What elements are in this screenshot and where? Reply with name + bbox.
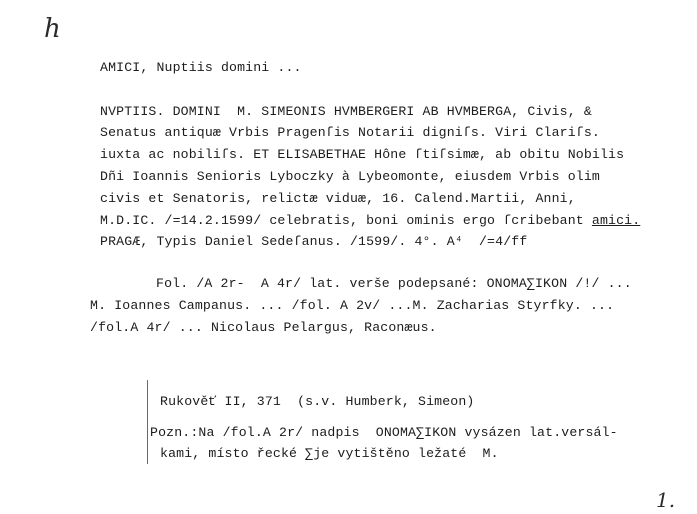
page-number: 1.	[656, 488, 676, 512]
margin-bracket-bottom	[147, 424, 148, 464]
fol-line-2: M. Ioannes Campanus. ... /fol. A 2v/ ...M. Zacharias Styrfky. ...	[90, 298, 615, 313]
body-line-5: civis et Senatoris, relictæ viduæ, 16. Calend.Martii, Anni,	[100, 191, 576, 206]
margin-bracket-top	[147, 380, 148, 424]
corner-handwritten-mark: h	[44, 14, 61, 44]
note-line-1: Pozn.:Na /fol.A 2r/ nadpis ONOMA∑IKON vysázen lat.versál-	[150, 425, 618, 440]
fol-line-3: /fol.A 4r/ ... Nicolaus Pelargus, Raconæus.	[90, 320, 437, 335]
reference-line: Rukověť II, 371 (s.v. Humberk, Simeon)	[160, 394, 475, 409]
short-title: AMICI, Nuptiis domini ...	[100, 60, 302, 75]
body-line-3: iuxta ac nobiliſs. ET ELISABETHAE Hône ſtiſsimæ, ab obitu Nobilis	[100, 147, 625, 162]
body-line-6-text: M.D.IC. /=14.2.1599/ celebratis, boni ominis ergo ſcribebant	[100, 213, 584, 228]
body-line-2: Senatus antiquæ Vrbis Pragenſis Notarii digniſs. Viri Clariſs.	[100, 125, 600, 140]
underlined-word: amici.	[591, 213, 641, 228]
body-line-4: Dñi Ioannis Senioris Lyboczky à Lybeomonte, eiusdem Vrbis olim	[100, 169, 600, 184]
fol-line-1: Fol. /A 2r- A 4r/ lat. verše podepsané: ONOMA∑IKON /!/ ...	[156, 276, 632, 291]
note-line-2: kami, místo řecké ∑je vytištěno ležaté M.	[160, 446, 499, 461]
body-line-1: NVPTIIS. DOMINI M. SIMEONIS HVMBERGERI AB HVMBERGA, Civis, &	[100, 104, 592, 119]
body-line-7: PRAGÆ, Typis Daniel Sedeſanus. /1599/. 4°. A⁴ /=4/ff	[100, 234, 528, 249]
body-line-6	[100, 213, 640, 229]
